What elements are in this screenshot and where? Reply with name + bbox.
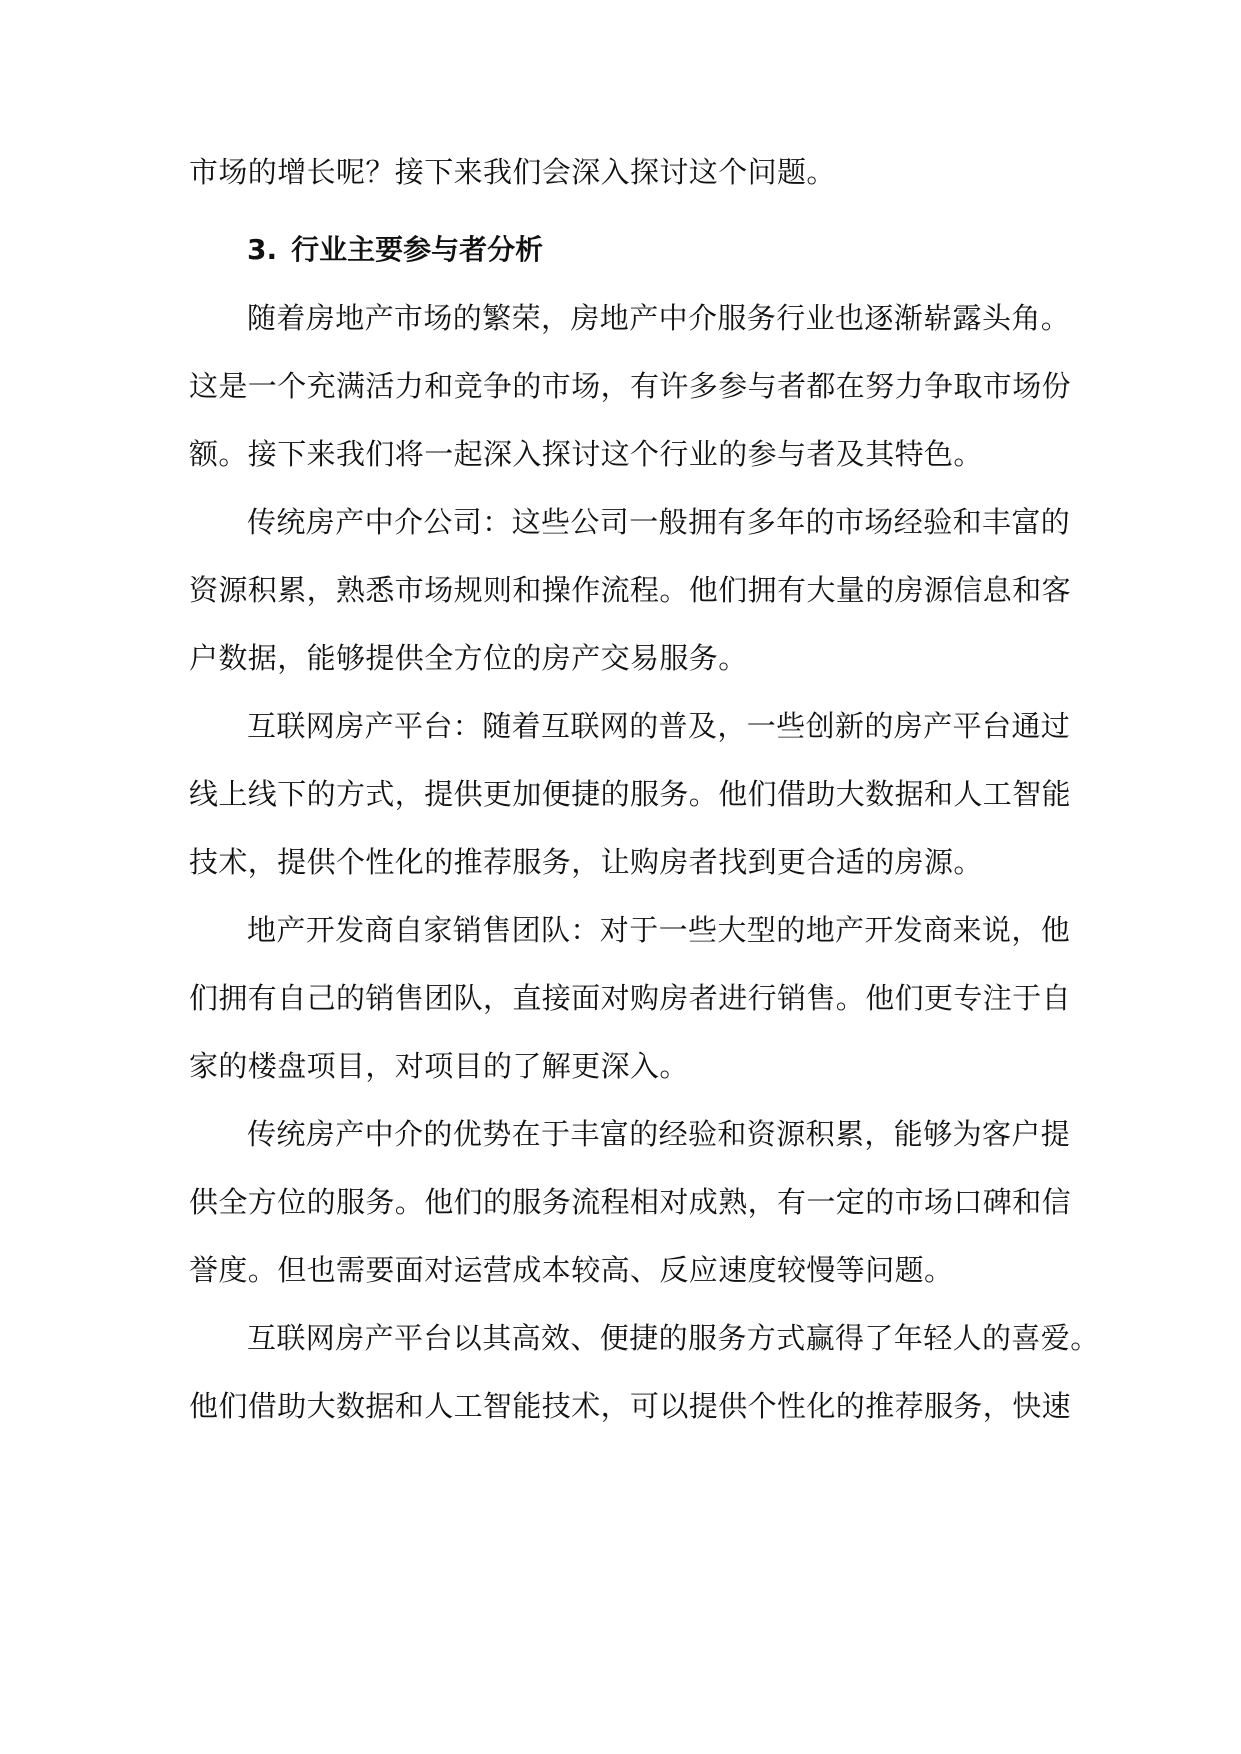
paragraph-line: 供全方位的服务。他们的服务流程相对成熟，有一定的市场口碑和信 [189,1185,1072,1219]
paragraph-line: 誉度。但也需要面对运营成本较高、反应速度较慢等问题。 [189,1253,954,1287]
paragraph-line: 地产开发商自家销售团队：对于一些大型的地产开发商来说，他 [247,913,1071,947]
paragraph-line: 们拥有自己的销售团队，直接面对购房者进行销售。他们更专注于自 [189,981,1072,1015]
paragraph-line: 户数据，能够提供全方位的房产交易服务。 [189,641,748,675]
section-heading [247,230,1057,270]
paragraph-line: 他们借助大数据和人工智能技术，可以提供个性化的推荐服务，快速 [189,1389,1072,1423]
paragraph-line: 额。接下来我们将一起深入探讨这个行业的参与者及其特色。 [189,437,983,471]
paragraph-line: 市场的增长呢？接下来我们会深入探讨这个问题。 [189,155,836,189]
paragraph-line: 技术，提供个性化的推荐服务，让购房者找到更合适的房源。 [189,845,983,879]
paragraph-line: 这是一个充满活力和竞争的市场，有许多参与者都在努力争取市场份 [189,369,1072,403]
paragraph-line: 互联网房产平台：随着互联网的普及，一些创新的房产平台通过 [247,709,1071,743]
paragraph-line: 线上线下的方式，提供更加便捷的服务。他们借助大数据和人工智能 [189,777,1072,811]
paragraph-line: 传统房产中介公司：这些公司一般拥有多年的市场经验和丰富的 [247,505,1071,539]
paragraph-line: 传统房产中介的优势在于丰富的经验和资源积累，能够为客户提 [247,1117,1071,1151]
section-title: 行业主要参与者分析 [291,233,544,266]
paragraph-line: 资源积累，熟悉市场规则和操作流程。他们拥有大量的房源信息和客 [189,573,1072,607]
paragraph-line: 家的楼盘项目，对项目的了解更深入。 [189,1049,689,1083]
section-number: 3. [247,233,278,266]
paragraph-line: 随着房地产市场的繁荣，房地产中介服务行业也逐渐崭露头角。 [247,301,1071,335]
paragraph-line: 互联网房产平台以其高效、便捷的服务方式赢得了年轻人的喜爱。 [247,1321,1100,1355]
